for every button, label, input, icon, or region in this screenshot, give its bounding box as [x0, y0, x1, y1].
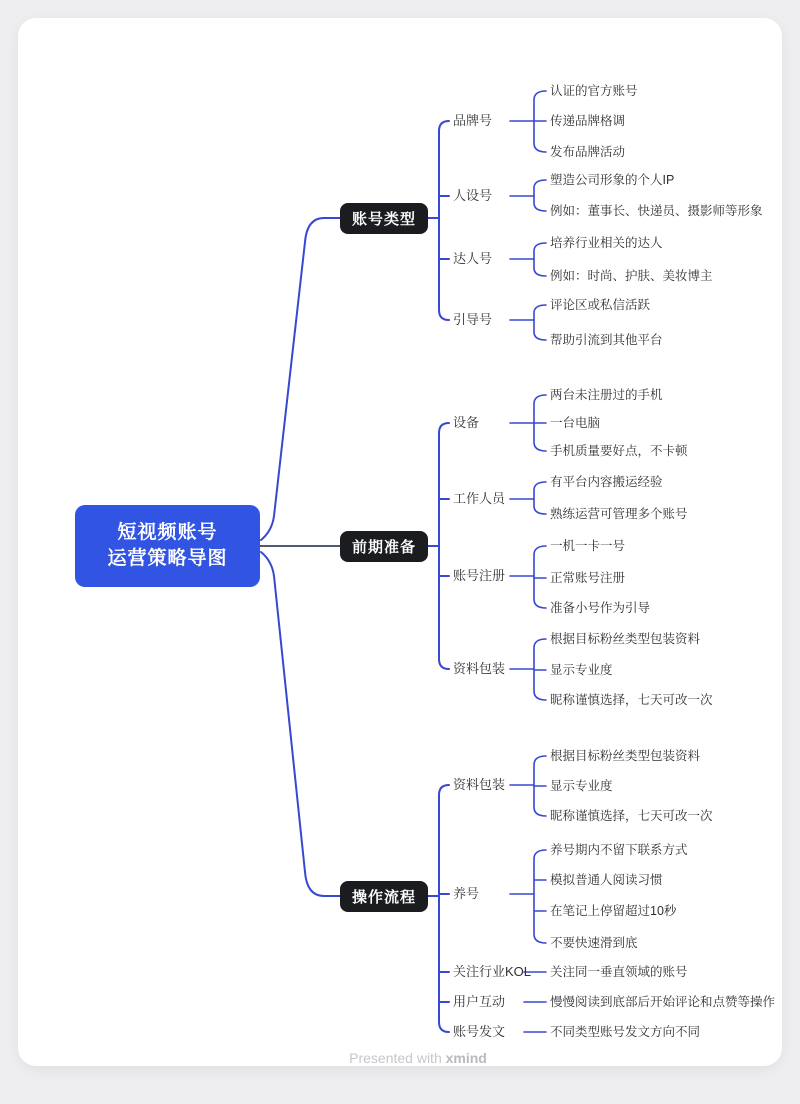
subtopic-brand-account[interactable]: 品牌号: [453, 113, 493, 128]
leaf-topic[interactable]: 模拟普通人阅读习惯: [550, 873, 663, 887]
leaf-topic[interactable]: 帮助引流到其他平台: [550, 333, 663, 347]
watermark-text: Presented with: [349, 1050, 442, 1066]
leaf-topic[interactable]: 显示专业度: [550, 779, 613, 793]
leaf-topic[interactable]: 两台未注册过的手机: [550, 388, 663, 402]
subtopic-guide-account[interactable]: 引导号: [453, 312, 493, 327]
subtopic-account-nurturing[interactable]: 养号: [453, 886, 480, 901]
leaf-topic[interactable]: 塑造公司形象的个人IP: [550, 173, 675, 187]
subtopic-influencer-account[interactable]: 达人号: [453, 251, 493, 266]
leaf-topic[interactable]: 昵称谨慎选择，七天可改一次: [550, 809, 713, 823]
leaf-topic[interactable]: 不同类型账号发文方向不同: [550, 1025, 701, 1039]
link-root-branch1: [261, 218, 340, 540]
leaf-topic[interactable]: 一机一卡一号: [550, 539, 626, 553]
leaf-topic[interactable]: 正常账号注册: [550, 571, 626, 585]
subtopic-account-registration[interactable]: 账号注册: [453, 568, 506, 583]
leaf-topic[interactable]: 根据目标粉丝类型包装资料: [550, 749, 701, 763]
leaf-topic[interactable]: 培养行业相关的达人: [550, 236, 663, 250]
leaf-topic[interactable]: 例如：时尚、护肤、美妆博主: [550, 269, 713, 283]
mindmap-card: [18, 18, 782, 1066]
leaf-topic[interactable]: 根据目标粉丝类型包装资料: [550, 632, 701, 646]
leaf-topic[interactable]: 慢慢阅读到底部后开始评论和点赞等操作: [550, 995, 776, 1009]
root-topic-line1: 短视频账号: [117, 522, 218, 543]
leaf-topic[interactable]: 手机质量要好点，不卡顿: [550, 444, 688, 458]
subtopic-persona-account[interactable]: 人设号: [453, 188, 493, 203]
leaf-topic[interactable]: 评论区或私信活跃: [550, 298, 651, 312]
leaf-topic[interactable]: 不要快速滑到底: [550, 936, 638, 950]
subtopic-account-posting[interactable]: 账号发文: [453, 1024, 506, 1039]
leaf-topic[interactable]: 准备小号作为引导: [550, 601, 651, 615]
leaf-topic[interactable]: 一台电脑: [550, 416, 601, 430]
leaf-topic[interactable]: 在笔记上停留超过10秒: [550, 904, 677, 918]
leaf-topic[interactable]: 昵称谨慎选择，七天可改一次: [550, 693, 713, 707]
leaf-topic[interactable]: 有平台内容搬运经验: [550, 475, 663, 489]
root-topic[interactable]: [75, 505, 260, 587]
subtopic-follow-industry-kol[interactable]: 关注行业KOL: [453, 964, 532, 979]
root-topic-line2: 运营策略导图: [107, 548, 228, 569]
watermark: [18, 1050, 800, 1066]
subtopic-devices[interactable]: 设备: [453, 415, 480, 430]
xmind-logo-text: xmind: [445, 1050, 487, 1066]
leaf-topic[interactable]: 关注同一垂直领域的账号: [550, 965, 688, 979]
subtopic-user-interaction[interactable]: 用户互动: [453, 994, 506, 1009]
subtopic-staff[interactable]: 工作人员: [453, 491, 506, 506]
subtopic-profile-packaging[interactable]: 资料包装: [453, 661, 506, 676]
link-root-branch3: [261, 552, 340, 896]
branch-account-type[interactable]: 账号类型: [340, 203, 428, 234]
branch-preparation[interactable]: 前期准备: [340, 531, 428, 562]
leaf-topic[interactable]: 例如：董事长、快递员、摄影师等形象: [550, 204, 763, 218]
branch-operation-process[interactable]: 操作流程: [340, 881, 428, 912]
leaf-topic[interactable]: 认证的官方账号: [550, 84, 638, 98]
leaf-topic[interactable]: 传递品牌格调: [550, 114, 626, 128]
leaf-topic[interactable]: 养号期内不留下联系方式: [550, 843, 688, 857]
leaf-topic[interactable]: 发布品牌活动: [550, 145, 626, 159]
subtopic-profile-packaging-2[interactable]: 资料包装: [453, 777, 506, 792]
leaf-topic[interactable]: 熟练运营可管理多个账号: [550, 507, 688, 521]
leaf-topic[interactable]: 显示专业度: [550, 663, 613, 677]
